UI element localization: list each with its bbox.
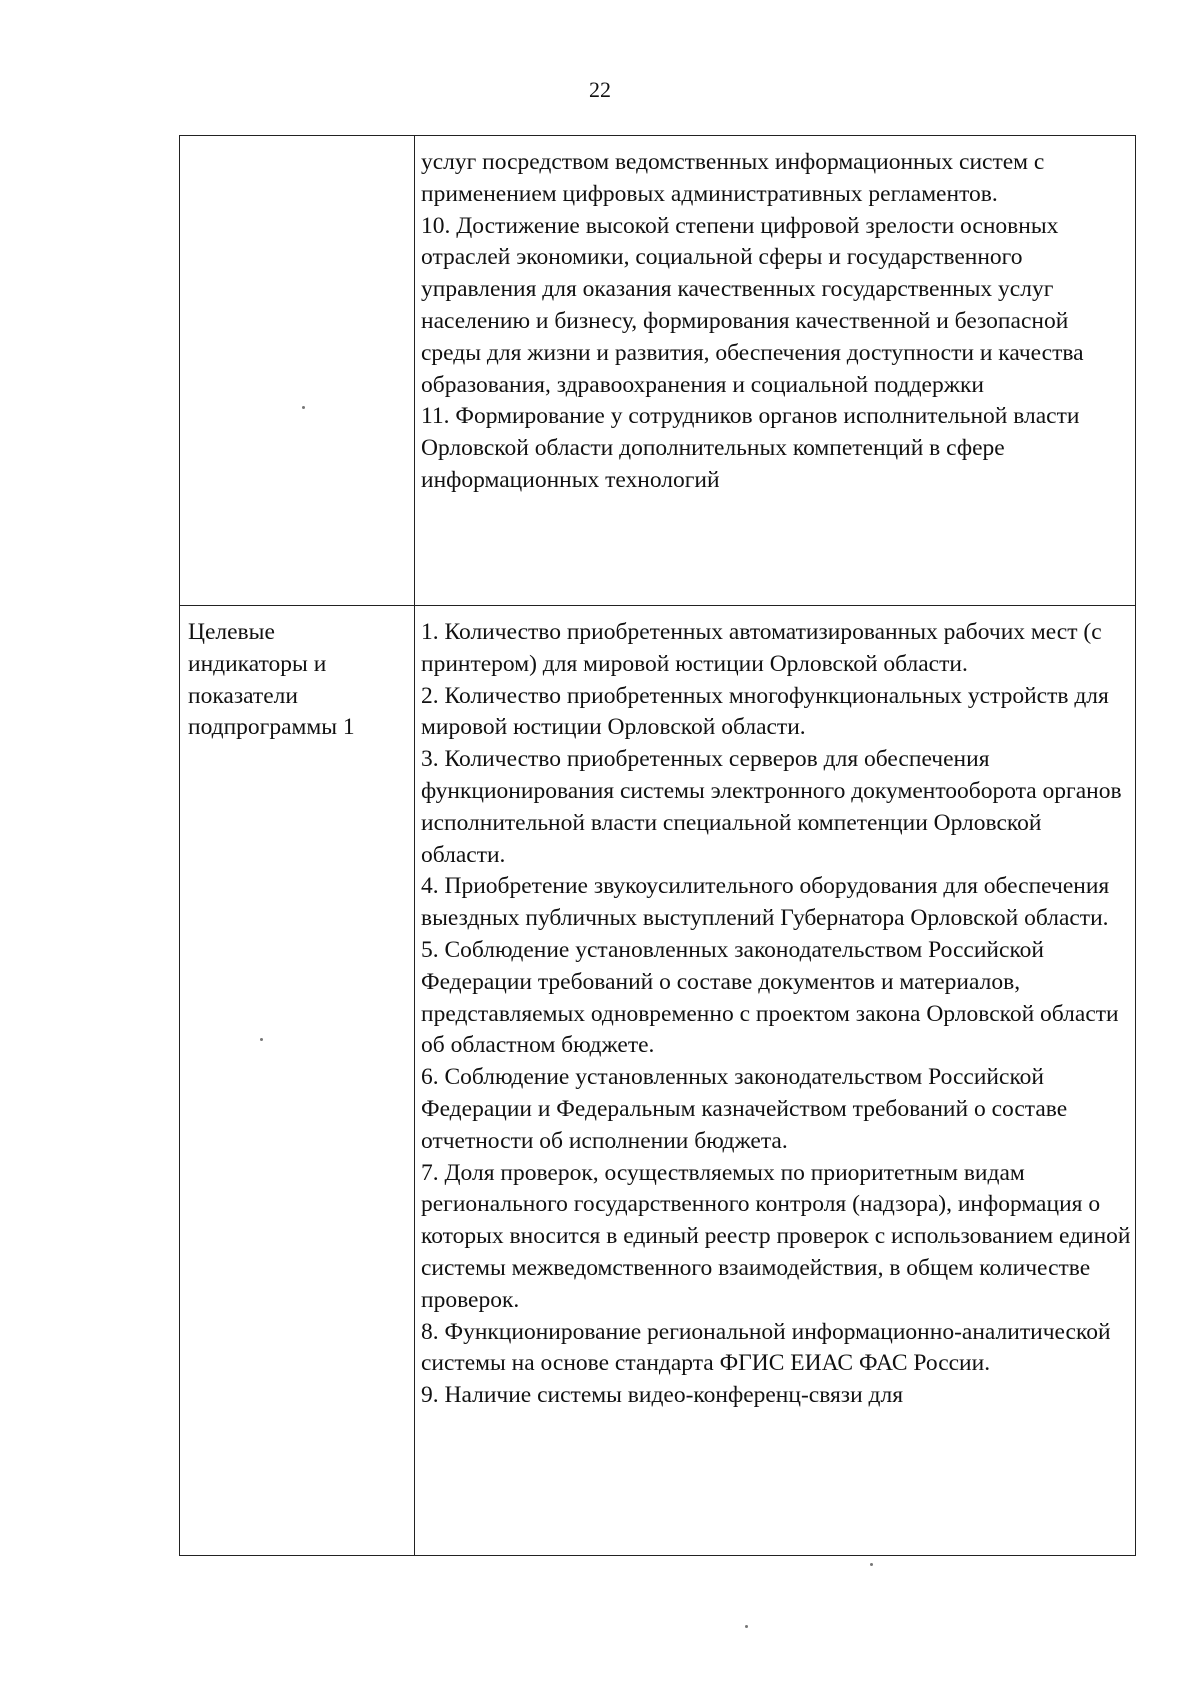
scan-speck	[745, 1625, 748, 1628]
program-table	[179, 135, 1136, 1556]
page-number: 22	[589, 77, 611, 102]
scan-speck	[870, 1563, 873, 1566]
list-item: 6. Соблюдение установленных законодательством Российской Федерации и Федеральным казначейством требований о составе отчетности об исполнении бюджета.	[421, 1064, 1068, 1154]
row-content-cell	[415, 606, 1136, 1556]
row-label: Целевые индикаторы и показатели подпрограммы 1	[188, 619, 355, 741]
table-row	[180, 136, 1136, 606]
list-item: 9. Наличие системы видео-конференц-связи для	[421, 1382, 904, 1409]
row-label-cell	[180, 606, 415, 1556]
list-item: 7. Доля проверок, осуществляемых по приоритетным видам регионального государственного контроля (надзора), информация о которых вносится в единый реестр проверок с использованием единой системы межведомственного взаимодействия, в общем количестве проверок.	[421, 1159, 1131, 1313]
scan-speck	[302, 406, 305, 409]
list-item: 8. Функционирование региональной информационно-аналитической системы на основе стандарта ФГИС ЕИАС ФАС России.	[421, 1318, 1111, 1377]
list-item: услуг посредством ведомственных информационных систем с применением цифровых административных регламентов.	[421, 149, 1045, 207]
table-row	[180, 606, 1136, 1556]
list-item: 4. Приобретение звукоусилительного оборудования для обеспечения выездных публичных выступлений Губернатора Орловской области.	[421, 873, 1110, 932]
row-label-cell	[180, 136, 415, 606]
list-item: 5. Соблюдение установленных законодательством Российской Федерации требований о составе документов и материалов, представляемых одновременно с проектом закона Орловской области об областном бюджете.	[421, 936, 1119, 1059]
list-item: 3. Количество приобретенных серверов для обеспечения функционирования системы электронного документооборота органов исполнительной власти специальной компетенции Орловской области.	[421, 746, 1122, 868]
list-item: 10. Достижение высокой степени цифровой зрелости основных отраслей экономики, социальной сферы и государственного управления для оказания качественных государственных услуг населению и бизнесу, формирования качественной и безопасной среды для жизни и развития, обеспечения доступности и качества образования, здравоохранения и социальной поддержки	[421, 212, 1084, 398]
list-item: 11. Формирование у сотрудников органов исполнительной власти Орловской области дополнительных компетенций в сфере информационных технологий	[421, 403, 1080, 493]
scan-speck	[260, 1038, 263, 1041]
list-item: 2. Количество приобретенных многофункциональных устройств для мировой юстиции Орловской области.	[421, 682, 1109, 741]
list-item: 1. Количество приобретенных автоматизированных рабочих мест (с принтером) для мировой юстиции Орловской области.	[421, 619, 1102, 677]
row-content-cell	[415, 136, 1136, 606]
